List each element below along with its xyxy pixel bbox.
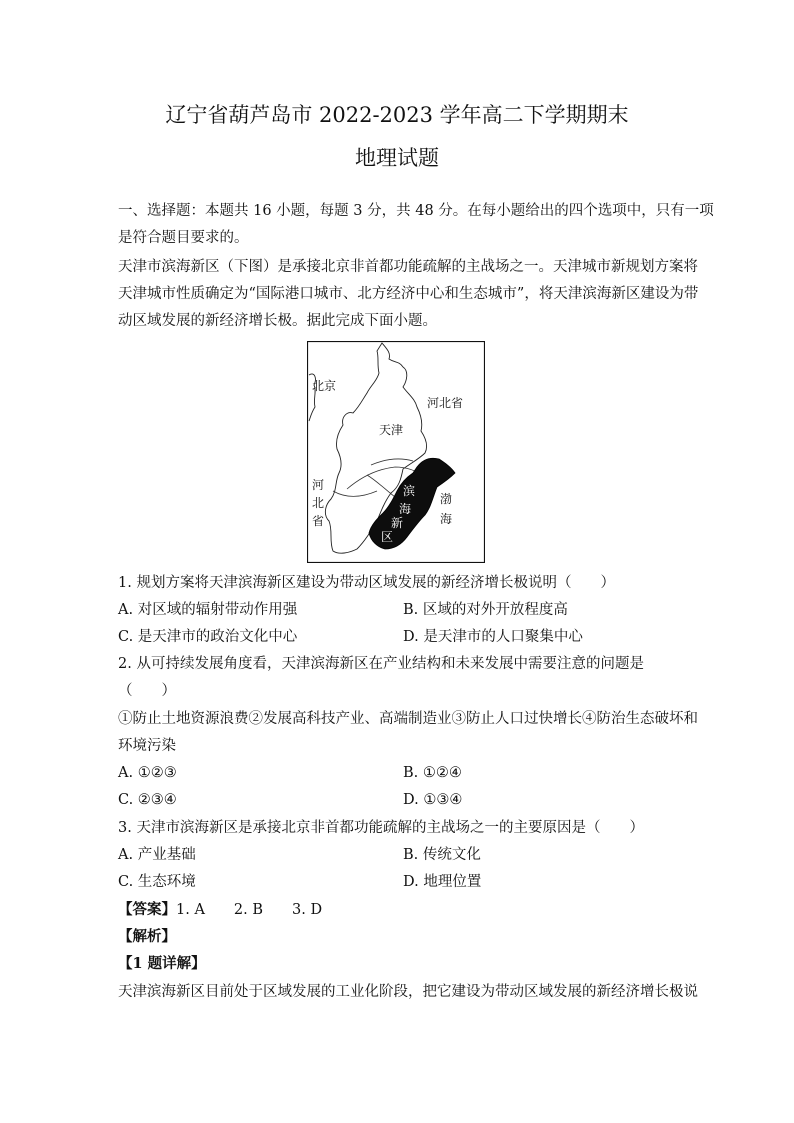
question-3-option-a: A. 产业基础: [118, 847, 196, 863]
question-3-option-c: C. 生态环境: [118, 874, 196, 890]
answer-line: [118, 900, 322, 920]
question-2-option-a: A. ①②③: [118, 765, 177, 781]
document-subtitle: 地理试题: [355, 146, 439, 170]
map-label-hebei-w-3: 省: [312, 514, 325, 528]
question-2-option-c: C. ②③④: [118, 792, 177, 808]
map-label-beijing: 北京: [312, 379, 337, 393]
question-2-option-d: D. ①③④: [403, 792, 463, 808]
question-1-option-a: A. 对区域的辐射带动作用强: [118, 602, 298, 618]
question-2-items-line-1: ①防止土地资源浪费②发展高科技产业、高端制造业③防止人口过快增长④防治生态破坏和: [118, 711, 698, 727]
map-label-bohai-1: 渤: [440, 492, 453, 506]
question-3-option-d: D. 地理位置: [403, 874, 482, 890]
question-1-option-d: D. 是天津市的人口聚集中心: [403, 629, 583, 645]
section-instruction-line-1: 一、选择题：本题共 16 小题，每题 3 分，共 48 分。在每小题给出的四个选项中，只有一项: [118, 203, 714, 219]
question-2-stem-line-2: （ ）: [118, 683, 176, 699]
map-label-binhai-4: 区: [381, 530, 394, 544]
binhai-map-svg: [307, 341, 485, 563]
passage-line-2: 天津城市性质确定为“国际港口城市、北方经济中心和生态城市”，将天津滨海新区建设为带: [118, 286, 699, 302]
map-label-binhai-2: 海: [399, 502, 412, 516]
answer-label: 【答案】: [118, 901, 176, 918]
document-title: 辽宁省葫芦岛市 2022-2023 学年高二下学期期末: [165, 103, 629, 127]
map-label-tianjin: 天津: [379, 423, 404, 437]
question-3-stem: 3. 天津市滨海新区是承接北京非首都功能疏解的主战场之一的主要原因是（ ）: [118, 820, 644, 836]
question-3-option-b: B. 传统文化: [403, 847, 481, 863]
analysis-text-line-1: 天津滨海新区目前处于区域发展的工业化阶段，把它建设为带动区域发展的新经济增长极说: [118, 984, 698, 1000]
map-label-bohai-2: 海: [440, 512, 453, 526]
analysis-label: 【解析】: [118, 928, 176, 945]
map-label-binhai-3: 新: [391, 516, 404, 530]
answer-values: 1. A 2. B 3. D: [176, 902, 323, 918]
question-2-option-b: B. ①②④: [403, 765, 462, 781]
map-label-binhai-1: 滨: [403, 484, 416, 498]
question-1-option-c: C. 是天津市的政治文化中心: [118, 629, 298, 645]
passage-line-3: 动区域发展的新经济增长极。据此完成下面小题。: [118, 313, 437, 329]
section-instruction-line-2: 是符合题目要求的。: [118, 230, 249, 246]
map-label-hebei-w-2: 北: [312, 496, 325, 510]
question-2-items-line-2: 环境污染: [118, 738, 176, 754]
map-label-hebei-w-1: 河: [312, 478, 325, 492]
analysis-subheading-1: 【1 题详解】: [118, 955, 206, 972]
question-2-stem-line-1: 2. 从可持续发展角度看，天津滨海新区在产业结构和未来发展中需要注意的问题是: [118, 656, 644, 672]
map-label-hebei-ne: 河北省: [427, 396, 464, 410]
question-1-option-b: B. 区域的对外开放程度高: [403, 602, 568, 618]
passage-line-1: 天津市滨海新区（下图）是承接北京非首都功能疏解的主战场之一。天津城市新规划方案将: [118, 259, 698, 275]
binhai-map: [307, 341, 485, 563]
question-1-stem: 1. 规划方案将天津滨海新区建设为带动区域发展的新经济增长极说明（ ）: [118, 575, 615, 591]
